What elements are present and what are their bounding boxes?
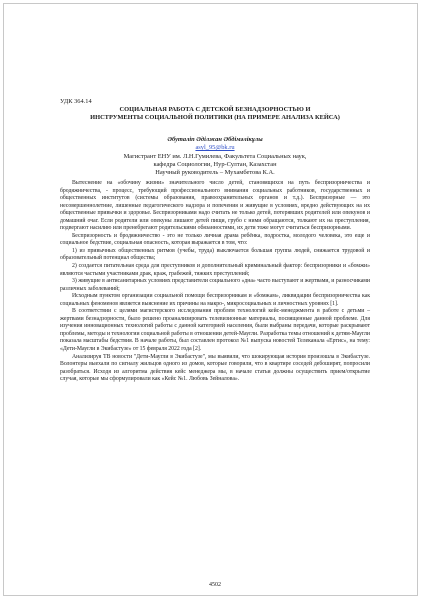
supervisor-line: Научный руководитель – Мухамбетова К.А. — [155, 169, 275, 177]
author-name: Әбуталіп Әділжан Әбдімәлікұлы — [167, 136, 263, 143]
udc-code: УДК 364.14 — [60, 98, 92, 105]
paragraph-2: Беспризорность и бродяжничество - это не только личная драма ребёнка, подростка, молодого человека, это еще и социальное бедствие, социальная опасность, которая выражается в том, что: — [60, 232, 370, 247]
paragraph-4: В соответствии с целями магистерского исследования проблем технологий кейс-менеджмента в работе с детьми – жертвами безнадзорности, было решено проанализировать телевизионные материалы, посвященные данной проблеме. Для изучения инновационных технологий работы с данной категорией населения, были выбраны передачи, которые раскрывают проблемы, методы и технологии социальной работы в отношении детей-Маугли. Разработка темы отношений к детям-Маугли показала масштабы бедствия. В начале работы, был составлен протокол №1 выпуска новостей Телеканала «Ертис», на тему: «Дети-Маугли в Экибастузе» от 15 февраля 2022 года [2]. — [60, 308, 370, 353]
author-block — [60, 136, 370, 177]
paragraph-3: Исходным пунктом организации социальной помощи беспризорникам и «бомжам», ликвидации беспризорничества как социальных феноменов является выяснение их причины на макро-, микросоциальных и личностных уровнях [1]. — [60, 293, 370, 307]
paragraph-1: Вытеснение на «обочину жизни» значительного число детей, становящихся на путь беспризорничества и бродяжничества, - процесс, требующий профессионального внимания социальных работников, государственных и общественных институтов (системы образования, правоохранительных органов и т.д.). Беспризорные — это несовершеннолетние, лишенные педагогического надзора и попечения и живущие в условиях, вредно действующих на их общественные привычки и здоровье. Беспризорниками надо считать не только детей, потерявших родителей или опекунов и домашний очаг. Если родители или опекуны лишают детей пищи, грубо с ними обращаются, толкают их на преступления, подвергают насилию или пренебрегают родительскими обязанностями, их дети тоже могут считаться беспризорными. — [60, 180, 370, 232]
document-page — [60, 0, 370, 600]
article-body — [60, 180, 370, 384]
paragraph-5: Анализируя ТВ новости "Дети-Маугли в Экибастузе", мы выявили, что шокирующая история произошла в Экибастузе. Волонтеры выехали по сигналу жильцов одного из домов, которые говорили, что в квартире соседей дебоширят, попросили разобраться. Исходя из алгоритма действия кейс менеджера мы, в начале статьи должны осуществить прием/открытие случая, которые мы сформулировали как «Кейс №1. Любовь Зейналова». — [60, 353, 370, 383]
affiliation-line-1: Магистрант ЕНУ им. Л.Н.Гумилева, Факультета Социальных наук, — [123, 152, 307, 160]
affiliation-line-2: кафедра Социологии, Нур-Султан, Казахстан — [153, 160, 277, 168]
author-email-link[interactable]: asyl_95@bk.ru — [195, 144, 235, 152]
list-item-1: 1) из привычных общественных ритмов (учебы, труда) выключается большая группа людей, снижается трудовой и образовательный потенциал общества; — [60, 247, 370, 262]
page-number: 4502 — [209, 582, 221, 588]
list-item-3: 3) живущие в антисанитарных условиях представители социального «дна» часто выступают и жертвами, и разносчиками различных заболеваний; — [60, 278, 370, 292]
list-item-2: 2) создается питательная среда для преступников и дополнительный криминальный фактор: беспризорники и «бомжи» являются частыми участниками драк, краж, грабежей, тяжких преступлений; — [60, 263, 370, 277]
article-title: СОЦИАЛЬНАЯ РАБОТА С ДЕТСКОЙ БЕЗНАДЗОРНОСТЬЮ И ИНСТРУМЕНТЫ СОЦИАЛЬНОЙ ПОЛИТИКИ (НА ПРИМЕРЕ АНАЛИЗА КЕЙСА) — [90, 106, 340, 122]
